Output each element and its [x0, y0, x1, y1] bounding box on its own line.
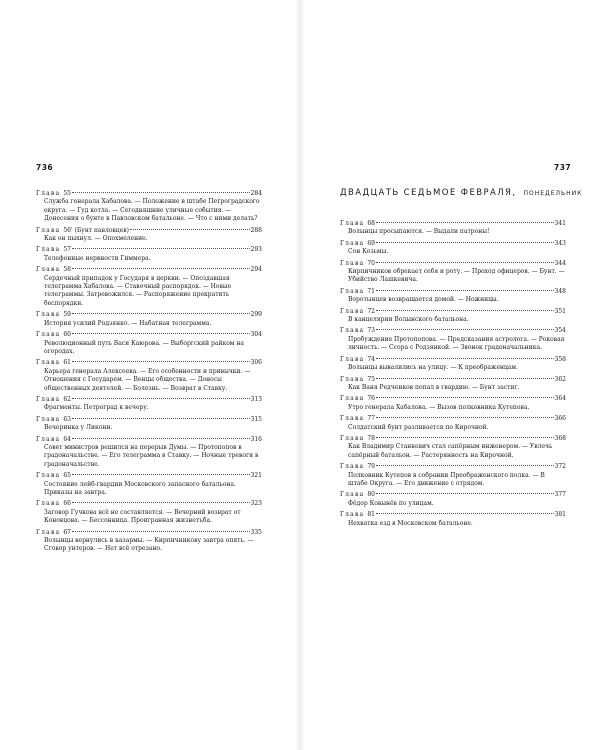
dot-leader [72, 268, 250, 269]
toc-entry [36, 190, 262, 224]
toc-entry [340, 240, 566, 257]
chapter-number: 78 [367, 434, 375, 442]
toc-entry-heading [340, 491, 566, 499]
chapter-number: 77 [367, 415, 375, 423]
dot-leader [72, 361, 250, 362]
chapter-title [340, 491, 375, 499]
chapter-title [340, 288, 375, 296]
chapter-description: История усилий Родзянко. — Набатная телеграмма. [44, 319, 212, 327]
dot-leader [376, 397, 554, 398]
toc-entry [340, 308, 566, 325]
toc-entry-heading [340, 395, 566, 403]
toc-entry [36, 331, 262, 356]
chapter-page-number: 288 [250, 226, 262, 234]
chapter-label: Глава [340, 491, 365, 499]
chapter-title [340, 220, 375, 228]
chapter-number: 61 [63, 359, 71, 367]
dot-leader [72, 438, 250, 439]
toc-entry [340, 463, 566, 488]
chapter-title [340, 308, 375, 316]
toc-entry [36, 416, 262, 433]
chapter-title [340, 395, 375, 403]
chapter-label: Глава [340, 327, 365, 335]
toc-entry [340, 395, 566, 412]
toc-entry-heading [36, 311, 262, 319]
dot-leader [376, 310, 554, 311]
left-page [0, 0, 290, 750]
toc-entry [340, 435, 566, 460]
chapter-number: 72 [367, 307, 375, 315]
toc-entry-heading [340, 288, 566, 296]
chapter-number: 74 [367, 355, 375, 363]
chapter-page-number: 323 [250, 500, 262, 508]
toc-entry-heading [340, 463, 566, 471]
chapter-page-number: 366 [554, 415, 566, 423]
chapter-label: Глава [36, 266, 61, 274]
chapter-title [340, 327, 375, 335]
chapter-description: Фрагменты. Петроград к вечеру. [44, 404, 149, 412]
chapter-page-number: 299 [250, 311, 262, 319]
dot-leader [130, 229, 250, 230]
chapter-page-number: 368 [554, 434, 566, 442]
chapter-page-number: 351 [554, 307, 566, 315]
chapter-page-number: 304 [250, 331, 262, 339]
running-header-subtitle: ПОНЕДЕЛЬНИК [523, 190, 583, 197]
toc-entry-heading [340, 511, 566, 519]
chapter-label: Глава [36, 528, 61, 536]
chapter-description: Полковник Кутепов в собрании Преображенского полка. — В штабе Округа. — Его движение с отрядом. [348, 471, 545, 487]
chapter-title [36, 331, 71, 339]
chapter-description: Пробуждение Протопопова. — Предсказания астролога. — Роковая личность. — Ссора с Родзянкой. — Звонок градоначальника. [348, 335, 565, 352]
dot-leader [72, 474, 250, 475]
toc-entry-heading [36, 472, 262, 480]
toc-entry [36, 359, 262, 393]
chapter-page-number: 343 [554, 239, 566, 247]
left-page-number: 736 [36, 163, 54, 172]
toc-entry-heading [340, 356, 566, 364]
chapter-label: Глава [36, 311, 61, 319]
chapter-number: 65 [63, 472, 71, 480]
chapter-number: 67 [63, 528, 71, 536]
toc-entry-heading [36, 359, 262, 367]
toc-entry-heading [340, 260, 566, 268]
chapter-description: Служба генерала Хабалова. — Положение в штабе Петроградского округа. — Гуд котла. — Сегодняшние уличные события. — Донесения о бунте в Павловском батальоне. — Что с ними делать? [44, 198, 260, 223]
toc-entry-heading [340, 240, 566, 248]
chapter-number: 76 [367, 395, 375, 403]
chapter-title [36, 529, 71, 537]
dot-leader [376, 493, 554, 494]
dot-leader [376, 417, 554, 418]
chapter-description: Заговор Гучкова всё не составляется. — Вечерний возврат от Коновцова. — Бессонница. Проигранная жизнетъба. [44, 508, 241, 525]
toc-entry [36, 436, 262, 470]
chapter-title [36, 311, 71, 319]
chapter-page-number: 313 [250, 395, 262, 403]
running-header [340, 180, 582, 199]
chapter-description: Утро генерала Хабалова. — Вызов полковника Кутепова. [348, 403, 530, 411]
dot-leader [72, 192, 250, 193]
chapter-label: Глава [36, 359, 61, 367]
chapter-number: 63 [63, 415, 71, 423]
toc-entry-heading [36, 416, 262, 424]
chapter-number: 79 [367, 463, 375, 471]
dot-leader [72, 531, 250, 532]
chapter-description: Телефонные нервности Гиммера. [44, 254, 151, 262]
toc-entry-heading [36, 396, 262, 404]
chapter-label: Глава [340, 355, 365, 363]
chapter-subtitle: (Бунт павловцев) [74, 226, 129, 234]
toc-entry-heading [340, 308, 566, 316]
chapter-number: 56' [63, 226, 73, 234]
dot-leader [72, 418, 250, 419]
dot-leader [376, 222, 554, 223]
chapter-page-number: 294 [250, 266, 262, 274]
chapter-label: Глава [36, 331, 61, 339]
chapter-label: Глава [36, 472, 61, 480]
chapter-number: 68 [367, 220, 375, 227]
toc-entry [36, 246, 262, 263]
chapter-label: Глава [36, 415, 61, 423]
chapter-label: Глава [340, 259, 365, 267]
chapter-description: Фёдор Ковынёв по улицам. [348, 499, 434, 507]
chapter-title [36, 396, 71, 404]
dot-leader [72, 398, 250, 399]
toc-entry [36, 266, 262, 308]
toc-entry-heading [36, 500, 262, 508]
dot-leader [72, 333, 250, 334]
chapter-title [36, 359, 71, 367]
chapter-page-number: 315 [250, 415, 262, 423]
chapter-title [36, 472, 71, 480]
toc-entry [36, 500, 262, 525]
chapter-label: Глава [36, 226, 61, 234]
chapter-description: Нехватка езд в Московском батальоне. [348, 519, 473, 527]
chapter-label: Глава [340, 287, 365, 295]
chapter-page-number: 341 [554, 220, 566, 227]
running-header-title: ДВАДЦАТЬ СЕДЬМОЕ ФЕВРАЛЯ, [340, 188, 517, 198]
chapter-description: Вечеринка у Ликони. [44, 424, 113, 432]
toc-entry-heading [340, 435, 566, 443]
toc-entry-heading [340, 376, 566, 384]
chapter-label: Глава [340, 415, 365, 423]
right-page-number: 737 [554, 163, 572, 172]
chapter-number: 58 [63, 266, 71, 274]
book-gutter [296, 0, 304, 750]
chapter-label: Глава [36, 246, 61, 254]
chapter-label: Глава [340, 375, 365, 383]
chapter-page-number: 377 [554, 491, 566, 499]
toc-entry [340, 288, 566, 305]
chapter-title [36, 227, 129, 235]
chapter-description: Совет министров решился на перерыв Думы. — Протопопов в градоначальстве. — Его телеграмма в Ставку. — Ночные тревоги в градоначальстве. [44, 443, 259, 468]
chapter-description: Волынцы вывалились на улицу. — К преображенцам. [348, 364, 519, 372]
chapter-description: Солдатский бунт разливается по Кирочной. [348, 423, 489, 431]
chapter-page-number: 344 [554, 259, 566, 267]
chapter-page-number: 372 [554, 463, 566, 471]
chapter-title [36, 436, 71, 444]
toc-entry-heading [340, 220, 566, 228]
chapter-title [36, 416, 71, 424]
chapter-label: Глава [340, 220, 365, 227]
chapter-description: Волынцы вернулись в казармы. — Кирпичникову завтра опять. — Сговор унтеров. — Нет всё отрезано. [44, 537, 254, 553]
chapter-description: Как Владимир Станкевич стал сапёрным инженером. — Увлечь сапёрный батальон. — Растерянность на Кирочной. [348, 443, 553, 459]
chapter-page-number: 348 [554, 287, 566, 295]
dot-leader [376, 437, 554, 438]
chapter-number: 80 [367, 491, 375, 499]
chapter-title [340, 260, 375, 268]
chapter-label: Глава [340, 434, 365, 442]
toc-entry [340, 260, 566, 285]
chapter-number: 70 [367, 259, 375, 267]
toc-entry [340, 220, 566, 237]
toc-entry-heading [36, 227, 262, 235]
dot-leader [376, 242, 554, 243]
dot-leader [376, 465, 554, 466]
chapter-page-number: 293 [250, 246, 262, 254]
chapter-description: В канцелярии Волынского батальона. [348, 316, 469, 324]
toc-entry-heading [36, 436, 262, 444]
right-page [310, 0, 600, 750]
chapter-number: 73 [367, 327, 375, 335]
chapter-description: Революционный путь Васи Каюрова. — Выборгский райком на огородах. [44, 339, 244, 355]
chapter-label: Глава [340, 395, 365, 403]
chapter-number: 59 [63, 311, 71, 319]
chapter-number: 75 [367, 375, 375, 383]
chapter-description: Сердечный припадок у Государя в церкви. — Опоздавшая телеграмма Хабалова. — Ставочный распорядок. — Новые телеграммы. Затревожился. — Распоряжение прекратить беспорядки. [44, 274, 232, 307]
left-toc [36, 190, 262, 557]
dot-leader [72, 502, 250, 503]
chapter-title [340, 376, 375, 384]
chapter-description: Кирпичников обрекает себя и роту. — Проход офицеров. — Бунт. — Убийство Лашкевича. [348, 268, 565, 284]
chapter-description: Воротынцев возвращается домой. — Ножницы. [348, 296, 499, 304]
chapter-title [36, 246, 71, 254]
chapter-description: Как Ваня Редченков попал в гвардию. — Бунт застиг. [348, 383, 520, 391]
chapter-label: Глава [36, 435, 61, 443]
chapter-title [340, 435, 375, 443]
chapter-page-number: 354 [554, 327, 566, 335]
chapter-title [340, 356, 375, 364]
dot-leader [376, 513, 554, 514]
chapter-number: 55 [63, 190, 71, 197]
chapter-title [340, 415, 375, 423]
chapter-number: 81 [367, 511, 375, 519]
chapter-number: 66 [63, 500, 71, 508]
chapter-number: 64 [63, 435, 71, 443]
toc-entry [36, 227, 262, 244]
chapter-description: Как он пыхнул. — Опохмеление. [44, 235, 148, 243]
toc-entry [340, 327, 566, 352]
chapter-page-number: 316 [250, 435, 262, 443]
dot-leader [72, 248, 250, 249]
chapter-title [340, 240, 375, 248]
chapter-page-number: 358 [554, 355, 566, 363]
chapter-label: Глава [340, 307, 365, 315]
chapter-page-number: 335 [250, 528, 262, 536]
toc-entry-heading [340, 327, 566, 335]
chapter-number: 62 [63, 395, 71, 403]
dot-leader [72, 313, 250, 314]
chapter-label: Глава [340, 511, 365, 519]
chapter-page-number: 321 [250, 472, 262, 480]
chapter-label: Глава [340, 239, 365, 247]
chapter-title [340, 463, 375, 471]
chapter-number: 71 [367, 287, 375, 295]
dot-leader [376, 378, 554, 379]
toc-entry [340, 356, 566, 373]
chapter-number: 57 [63, 246, 71, 254]
toc-entry-heading [36, 266, 262, 274]
chapter-description: Состояние лейб-гвардии Московского запасного батальона. Приказы на завтра. [44, 480, 236, 496]
chapter-page-number: 284 [250, 190, 262, 197]
toc-entry [36, 472, 262, 497]
dot-leader [376, 329, 554, 330]
toc-entry [340, 376, 566, 393]
chapter-page-number: 364 [554, 395, 566, 403]
toc-entry-heading [36, 529, 262, 537]
right-toc [340, 220, 566, 531]
toc-entry [36, 311, 262, 328]
chapter-number: 69 [367, 239, 375, 247]
toc-entry [36, 396, 262, 413]
toc-entry [340, 491, 566, 508]
chapter-number: 60 [63, 331, 71, 339]
toc-entry-heading [36, 331, 262, 339]
chapter-label: Глава [36, 190, 61, 197]
chapter-page-number: 306 [250, 359, 262, 367]
toc-entry [36, 529, 262, 554]
toc-entry-heading [36, 190, 262, 198]
dot-leader [376, 262, 554, 263]
dot-leader [376, 358, 554, 359]
dot-leader [376, 290, 554, 291]
chapter-label: Глава [340, 463, 365, 471]
chapter-page-number: 381 [554, 511, 566, 519]
toc-entry [340, 415, 566, 432]
chapter-label: Глава [36, 500, 61, 508]
chapter-label: Глава [36, 395, 61, 403]
chapter-description: Сон Козьмы. [348, 248, 389, 256]
chapter-title [340, 511, 375, 519]
chapter-title [36, 190, 71, 198]
chapter-page-number: 362 [554, 375, 566, 383]
toc-entry [340, 511, 566, 528]
toc-entry-heading [340, 415, 566, 423]
chapter-title [36, 500, 71, 508]
chapter-description: Карьера генерала Алексеева. — Его особенности и привычки. — Отношения с Государем. — Венцы общества. — Доносы общественных деятелей. — Болезнь. — Возврат в Ставку. [44, 367, 251, 392]
toc-entry-heading [36, 246, 262, 254]
chapter-title [36, 266, 71, 274]
chapter-description: Волынцы просыпаются. — Выдали патроны! [348, 228, 490, 236]
